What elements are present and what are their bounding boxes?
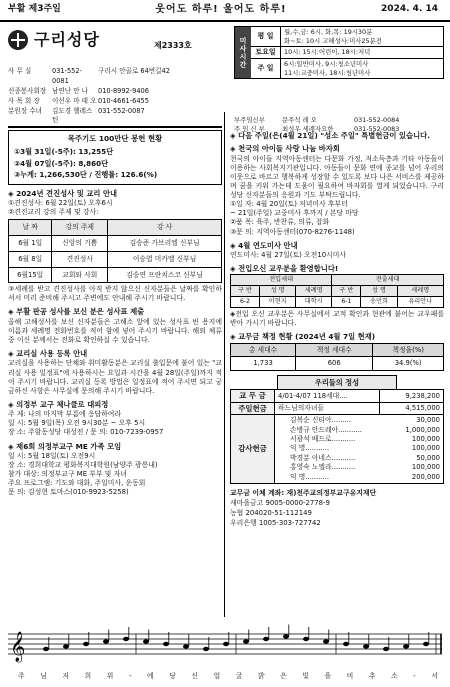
lyric-syllable: 비 xyxy=(346,672,354,680)
note-head xyxy=(123,637,129,641)
lyric-syllable: 은 xyxy=(280,672,287,680)
lyric-syllable: 주 xyxy=(18,672,25,680)
staff-row: 분원장 수녀 김도경 헬레스틴 031-552-0087 xyxy=(8,106,145,125)
note-head xyxy=(63,644,69,648)
offering-title: 우리들의 정성 xyxy=(277,375,397,389)
column-divider xyxy=(224,112,225,617)
lyric-syllable: 당 xyxy=(169,672,176,680)
staff-row: 선종봉사회장 남연난 안 나 010-8992-9406 xyxy=(8,86,149,95)
section-body: 천국의 아이들 지역아동센터는 다문화 가정, 저소득층과 기타 아동들이 이용하는 사회복지기관입니다. 아동들이 문화 연에 종교를 넘어 우리의 이웃으로 바르고 행복하게 성장할 수 있도록 보다 나은 서비스를 제공하며 꿈을 키워 가는데 도움이 필요하여 바자회를 열게 되었습니다. 구리성당 신자분들의 응원과 기도 부탁드립니다. ①일 자: 4월 20일(토) 저녁미사 후부터 ~ 21일(주일) 교중미사 후까지 / 본당 마당 ②품 목: 육주, 반찬류, 의류, 잡화 ③문 의: 지역아동센터(070-8276-1148) xyxy=(230,154,444,236)
rosary-title: 목주기도 100만단 봉헌 현황 xyxy=(67,134,163,143)
issue-number: 제2333호 xyxy=(154,41,192,50)
lyric-syllable: 님 xyxy=(40,672,47,680)
lyric-syllable: 희 xyxy=(84,672,92,680)
rosary-line: ①3월 31일(-5주): 13,255단 xyxy=(14,147,114,157)
lyric-syllable: 신 xyxy=(191,672,198,680)
confirmation-info: ①견진성사: 6월 22일(토) 오후6시 xyxy=(8,199,113,208)
staff-row: 사 무 실 031-552-0081 구리시 안골로 64번길42 xyxy=(8,67,170,85)
table-row: 1,733 606 34.9(%) xyxy=(231,357,444,371)
confirmation-info: ②견진교리 강의 주제 및 강사: xyxy=(8,208,99,217)
mass-schedule xyxy=(234,26,444,79)
right-column xyxy=(230,131,444,528)
note-head xyxy=(263,637,269,641)
treble-clef-icon: 𝄞 xyxy=(10,632,26,662)
confirmation-schedule-table: 날 짜 강의 주제 강 사 6월 1일 신앙의 기쁨 김승준 가브리엘 신부님 6월 8일 견진성사 이승엽 미카엘 신부님 6월15일 교회와 사회 김승연 프란치스코 신부님 xyxy=(8,219,222,283)
lyric-syllable: - xyxy=(413,672,416,680)
lyric-syllable: 에 xyxy=(147,672,154,680)
lyric-syllable: 빛 xyxy=(302,672,309,680)
section-title: ◈ 의정부 교구 체나클로 대피정 xyxy=(8,399,109,409)
rosary-line: ②4월 07일(-5주): 8,860단 xyxy=(14,158,109,168)
section-title: ◈ 교리실 사용 등록 안내 xyxy=(8,349,88,359)
rosary-line: ③누계: 1,266,530단 / 진행률: 126.6(%) xyxy=(14,169,158,179)
section-title: ◈ 4월 연도미사 안내 xyxy=(230,240,298,250)
newcomers-table: 전입세대 전출세대 구 반 성 명 세례명 구 반 성 명 세례명 6-2 이현지 대학시 6-1 송민희 유리안나 xyxy=(230,274,444,308)
staff-row: 사 목 회 장 이선우 마 태 오 010-4661-6455 xyxy=(8,96,149,105)
table-row: 6월 8일 견진성사 이승엽 미카엘 신부님 xyxy=(9,251,222,267)
lyric-syllable: 위 xyxy=(106,672,114,680)
list-item: 박경분 아네스........... 50,000 xyxy=(290,453,440,462)
note-head xyxy=(43,647,49,651)
list-item: 서광석 베드로........... 100,000 xyxy=(290,435,440,444)
church-brand xyxy=(8,30,100,50)
mass-time-label: 미 사 시 간 xyxy=(235,27,251,78)
section-title: ◈ 천국의 아이들 사랑 나눔 바자회 xyxy=(230,144,340,154)
note-head xyxy=(283,634,289,638)
schedule-row-weekday: 평 일 월,수,금: 6시, 화,목: 19시30분 화~토: 10시 고해성사:미사25분전 xyxy=(251,27,443,47)
staff-list xyxy=(8,67,234,126)
note-head xyxy=(143,639,149,643)
bulletin-date: 2024. 4. 14 xyxy=(381,4,438,15)
list-item: 손병규 안드레아........... 1,000,000 xyxy=(290,425,440,434)
section-body: 올해 고해성사를 보신 신자분들은 고해소 앞에 있는 성사표 빈 용지에 이름과 세례명 전화번호를 적어 함에 넣어 주시기 바랍니다. 해외 체류 중 이신 분께서는 전화로 확인하실 수 있습니다. xyxy=(8,317,222,344)
hymn-lyrics xyxy=(18,672,438,681)
table-row: 교 무 금 4/01-4/07 118세대.... 9,238,200 xyxy=(231,390,444,402)
note-head xyxy=(203,647,209,651)
finance-title: ◈ 교무금 책정 현황 (2024년 4월 7일 현재) xyxy=(230,332,376,342)
priest-row: 주 임 신 부 최성우 세례자요한 031-552-0083 xyxy=(234,125,400,134)
list-item: 익 명........... 200,000 xyxy=(290,472,440,481)
section-title: ◈ 다음 주일(은(4월 21일) "성소 주일" 특별헌금이 있습니다. xyxy=(230,131,430,140)
confirmation-note: ③세례를 받고 견진성사를 아직 받지 않으신 신자분들은 날짜를 확인하셔서 미리 준비해 주시고 주변에도 안내해 주시기 바랍니다. xyxy=(8,285,222,303)
note-head xyxy=(363,644,369,648)
lyric-syllable: 굴 xyxy=(235,672,243,680)
lyric-syllable: 밝 xyxy=(257,672,265,680)
note-head xyxy=(83,642,89,646)
list-item: 김복순 신티아......... 30,000 xyxy=(290,416,440,425)
priest-row: 부주임신부 문주석 레 오 031-552-0084 xyxy=(234,116,400,124)
top-header xyxy=(0,0,450,22)
note-head xyxy=(183,644,189,648)
note-head xyxy=(403,644,409,648)
lyric-syllable: 서 xyxy=(431,672,438,680)
lyric-syllable: 추 xyxy=(368,672,376,680)
table-row: 6월 1일 신앙의 기쁨 김승준 가브리엘 신부님 xyxy=(9,236,222,252)
newcomers-note: ◈전입 오신 교우분은 사무실에서 교적 확인과 현관에 붙어는 교우패를 받아 가시기 바랍니다. xyxy=(230,310,444,328)
table-row: 6-2 이현지 대학시 6-1 송민희 유리안나 xyxy=(231,297,444,308)
account-info: 교무금 이체 계좌: 재)천주교의정부교구유지재단 새마을금고 9005-0000-2778-9 농협 204020-51-112149 우리은행 1005-303-727742 xyxy=(230,488,377,527)
schedule-row-saturday: 토요일 10시: 15시:어린이, 18시:저녁 xyxy=(251,47,443,59)
thanks-offering-list xyxy=(278,416,440,482)
note-head xyxy=(223,642,229,646)
note-head xyxy=(343,642,349,646)
section-body: 교리실을 사용하는 단체와 취미활동분은 교리실 출입문에 붙어 있는 "교리실 사용 일정표"에 사용하시는 요일과 시간을 4월 28일(주일)까지 적어 주시기 바랍니다. 교리실 등록 방법은 일정표에 적어 주시면 되고 궁금하신 사항은 사무실에 문의해 주시기 바랍니다. xyxy=(8,359,222,395)
section-body: 연도미사: 4월 27일(토) 오전10시미사 xyxy=(230,250,347,259)
header-divider xyxy=(8,126,222,128)
note-head xyxy=(243,639,249,643)
lyric-syllable: 저 xyxy=(62,672,69,680)
church-name: 구리성당 xyxy=(34,30,100,49)
sunday-title: 부활 제3주일 xyxy=(8,4,61,15)
cross-logo-icon xyxy=(8,30,28,50)
section-body: 주 제: 나의 마지막 부름에 응답하여라 일 시: 5월 9일(목) 오전 9시30분 ~ 오후 5시 장 소: 주함동성당 대성전 / 문 의: 010-7239-0957 xyxy=(8,410,164,437)
note-head xyxy=(423,642,429,646)
section-title: ◈ 제6회 의정부교구 ME 가족 모임 xyxy=(8,441,122,451)
list-item: 익 명........... 100,000 xyxy=(290,444,440,453)
schedule-row-sunday: 주 일 6시:일반미사, 9시:청소년미사 11시:교중미사, 18시:청년미사 xyxy=(251,59,443,78)
section-title: ◈ 부활 판공 성사를 보신 분은 성사표 제출 xyxy=(8,307,145,317)
note-head xyxy=(303,637,309,641)
lyric-syllable: 얼 xyxy=(213,672,221,680)
newcomers-title: ◈ 전입오신 교우분을 환영합니다! xyxy=(230,264,339,274)
confirmation-title: ◈ 2024년 견진성사 및 교리 안내 xyxy=(8,188,118,198)
finance-table: 총 세대수 책정 세대수 책정율(%) 1,733 606 34.9(%) xyxy=(230,343,444,371)
offering-table xyxy=(230,389,444,484)
lyric-syllable: 소 xyxy=(391,672,398,680)
note-head xyxy=(383,647,389,651)
note-head xyxy=(163,642,169,646)
table-row: 주일헌금 하느님의자녀들 4,515,000 xyxy=(231,402,444,414)
note-head xyxy=(323,639,329,643)
left-column xyxy=(8,130,222,497)
table-row: 6월15일 교회와 사회 김승연 프란치스코 신부님 xyxy=(9,267,222,283)
list-item: 홍영숙 노엘라........... 100,000 xyxy=(290,463,440,472)
note-head xyxy=(103,639,109,643)
table-row: 감사헌금 김복순 신티아......... 30,000 손병규 안드레아........... 1,000,000 서광석 베드로........... 100,000 익 명........... 100,000 박경분 아네스........... 50,000 홍영숙 노엘라........... 100,000 익 명........... 200,000 xyxy=(231,415,444,484)
section-body: 일 시: 5월 18일(토) 오전9시 장 소: 경희대학교 평화복지대학원(남양주 광릉내) 참가 대상: 의정부교구 ME 부부 및 자녀 주요 프로그램: 기도와 대화, 주일미사, 운동회 문 의: 김성현 토마스(010-9923-5258) xyxy=(8,451,158,497)
lyric-syllable: 을 xyxy=(324,672,332,680)
motto: 웃어도 하루! 울어도 하루! xyxy=(155,3,287,15)
lyric-syllable: - xyxy=(128,672,132,680)
rosary-offering-box xyxy=(8,130,222,185)
